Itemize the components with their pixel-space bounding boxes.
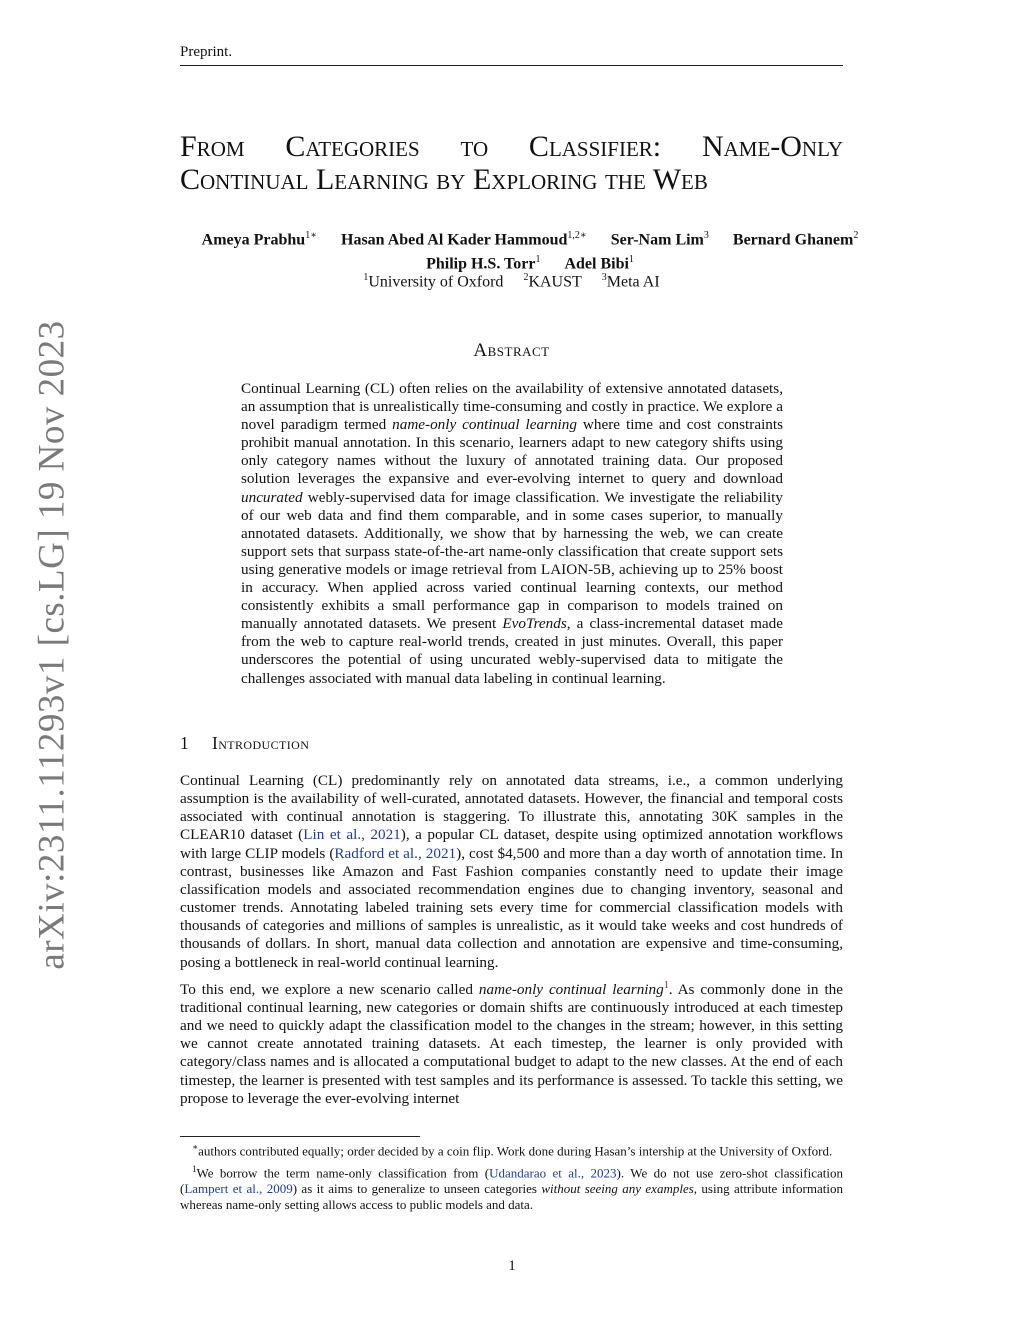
author-list: [180, 226, 880, 275]
author: Philip H.S. Torr$^1$: [426, 254, 541, 273]
footnote: $^1$We borrow the term name-only classification from (Udandarao et al., 2023). We do not use zero-shot classification (Lampert et al., 2009) as it aims to generalize to unseen categories without seeing any examples, using attribute information whereas name-only setting allows access to public models and data.: [180, 1164, 843, 1213]
header-rule: [180, 65, 843, 66]
running-header: Preprint.: [180, 44, 233, 60]
citation-link[interactable]: Udandarao et al., 2023: [489, 1165, 617, 1181]
page-number: 1: [508, 1258, 516, 1274]
footnote: ∗authors contributed equally; order decided by a coin flip. Work done during Hasan’s intership at the University of Oxford.: [192, 1142, 833, 1159]
author: Adel Bibi$^1$: [564, 254, 634, 273]
introduction-body: [180, 772, 843, 1117]
abstract-heading: Abstract: [473, 340, 550, 361]
paragraph: Continual Learning (CL) predominantly rely on annotated data streams, i.e., a common underlying assumption is the availability of well-curated, annotated datasets. However, the financial and temporal costs associated with continual annotation is staggering. To illustrate this, annotating 30K samples in the CLEAR10 dataset (Lin et al., 2021), a popular CL dataset, despite using optimized annotation workflows with large CLIP models (Radford et al., 2021), cost $4,500 and more than a day worth of annotation time. In contrast, businesses like Amazon and Fast Fashion companies constantly need to update their image classification models and associated recommendation engines due to changing inventory, seasonal and customer trends. Annotating labeled training sets every time for commercial classification models with thousands of categories and millions of samples is unrealistic, as it would take weeks and cost hundreds of thousands of dollars. In short, manual data collection and annotation are expensive and time-consuming, posing a bottleneck in real-world continual learning.: [180, 772, 843, 971]
affiliation: $^2$KAUST: [523, 272, 582, 291]
section-number: 1: [180, 733, 189, 753]
author: Ser-Nam Lim$^3$: [610, 230, 709, 249]
author: Bernard Ghanem$^2$: [732, 230, 859, 249]
section-title: Introduction: [212, 733, 310, 753]
paragraph: To this end, we explore a new scenario called name-only continual learning$^1$. As commonly done in the traditional continual learning, new categories or domain shifts are continuously introduced at each timestep and we need to quickly adapt the classification model to the changes in the stream; however, in this setting we cannot create annotated training datasets. At each timestep, the learner is only provided with category/class names and is allocated a computational budget to adapt to the new classes. At the end of each timestep, the learner is presented with test samples and its performance is assessed. To tackle this setting, we propose to leverage the ever-evolving internet: [180, 979, 843, 1107]
author: Ameya Prabhu$^{1∗}$: [201, 230, 317, 249]
affiliation: $^3$Meta AI: [601, 272, 660, 291]
title-line-1: From Categories to Classifier: Name-Only: [180, 130, 843, 163]
footnotes: [180, 1140, 843, 1216]
citation-link[interactable]: Lin et al., 2021: [303, 826, 401, 844]
footnote-reference[interactable]: 1: [663, 979, 669, 991]
author: Hasan Abed Al Kader Hammoud$^{1,2∗}$: [341, 230, 587, 249]
footnote-rule: [180, 1136, 420, 1137]
arxiv-identifier[interactable]: arXiv:2311.11293v1 [cs.LG] 19 Nov 2023: [31, 320, 73, 970]
affiliation-list: [180, 272, 843, 291]
affiliation: $^1$University of Oxford: [363, 272, 504, 291]
citation-link[interactable]: Radford et al., 2021: [334, 844, 457, 862]
abstract-body: Continual Learning (CL) often relies on the availability of extensive annotated datasets, an assumption that is unrealistically time-consuming and costly in practice. We explore a novel paradigm termed name-only continual learning where time and cost constraints prohibit manual annotation. In this scenario, learners adapt to new category shifts using only category names without the luxury of annotated training data. Our proposed solution leverages the expansive and ever-evolving internet to query and download uncurated webly-supervised data for image classification. We investigate the reliability of our web data and find them comparable, and in some cases superior, to manually annotated datasets. Additionally, we show that by harnessing the web, we can create support sets that surpass state-of-the-art name-only classification that create support sets using generative models or image retrieval from LAION-5B, achieving up to 25% boost in accuracy. When applied across varied continual learning contexts, our method consistently exhibits a small performance gap in comparison to models trained on manually annotated datasets. We present EvoTrends, a class-incremental dataset made from the web to capture real-world trends, created in just minutes. Overall, this paper underscores the potential of using uncurated webly-supervised data to mitigate the challenges associated with manual data labeling in continual learning.: [241, 380, 784, 687]
section-heading: [180, 733, 309, 754]
paper-title: [180, 130, 843, 196]
citation-link[interactable]: Lampert et al., 2009: [184, 1181, 293, 1197]
title-line-2: Continual Learning by Exploring the Web: [180, 163, 708, 196]
